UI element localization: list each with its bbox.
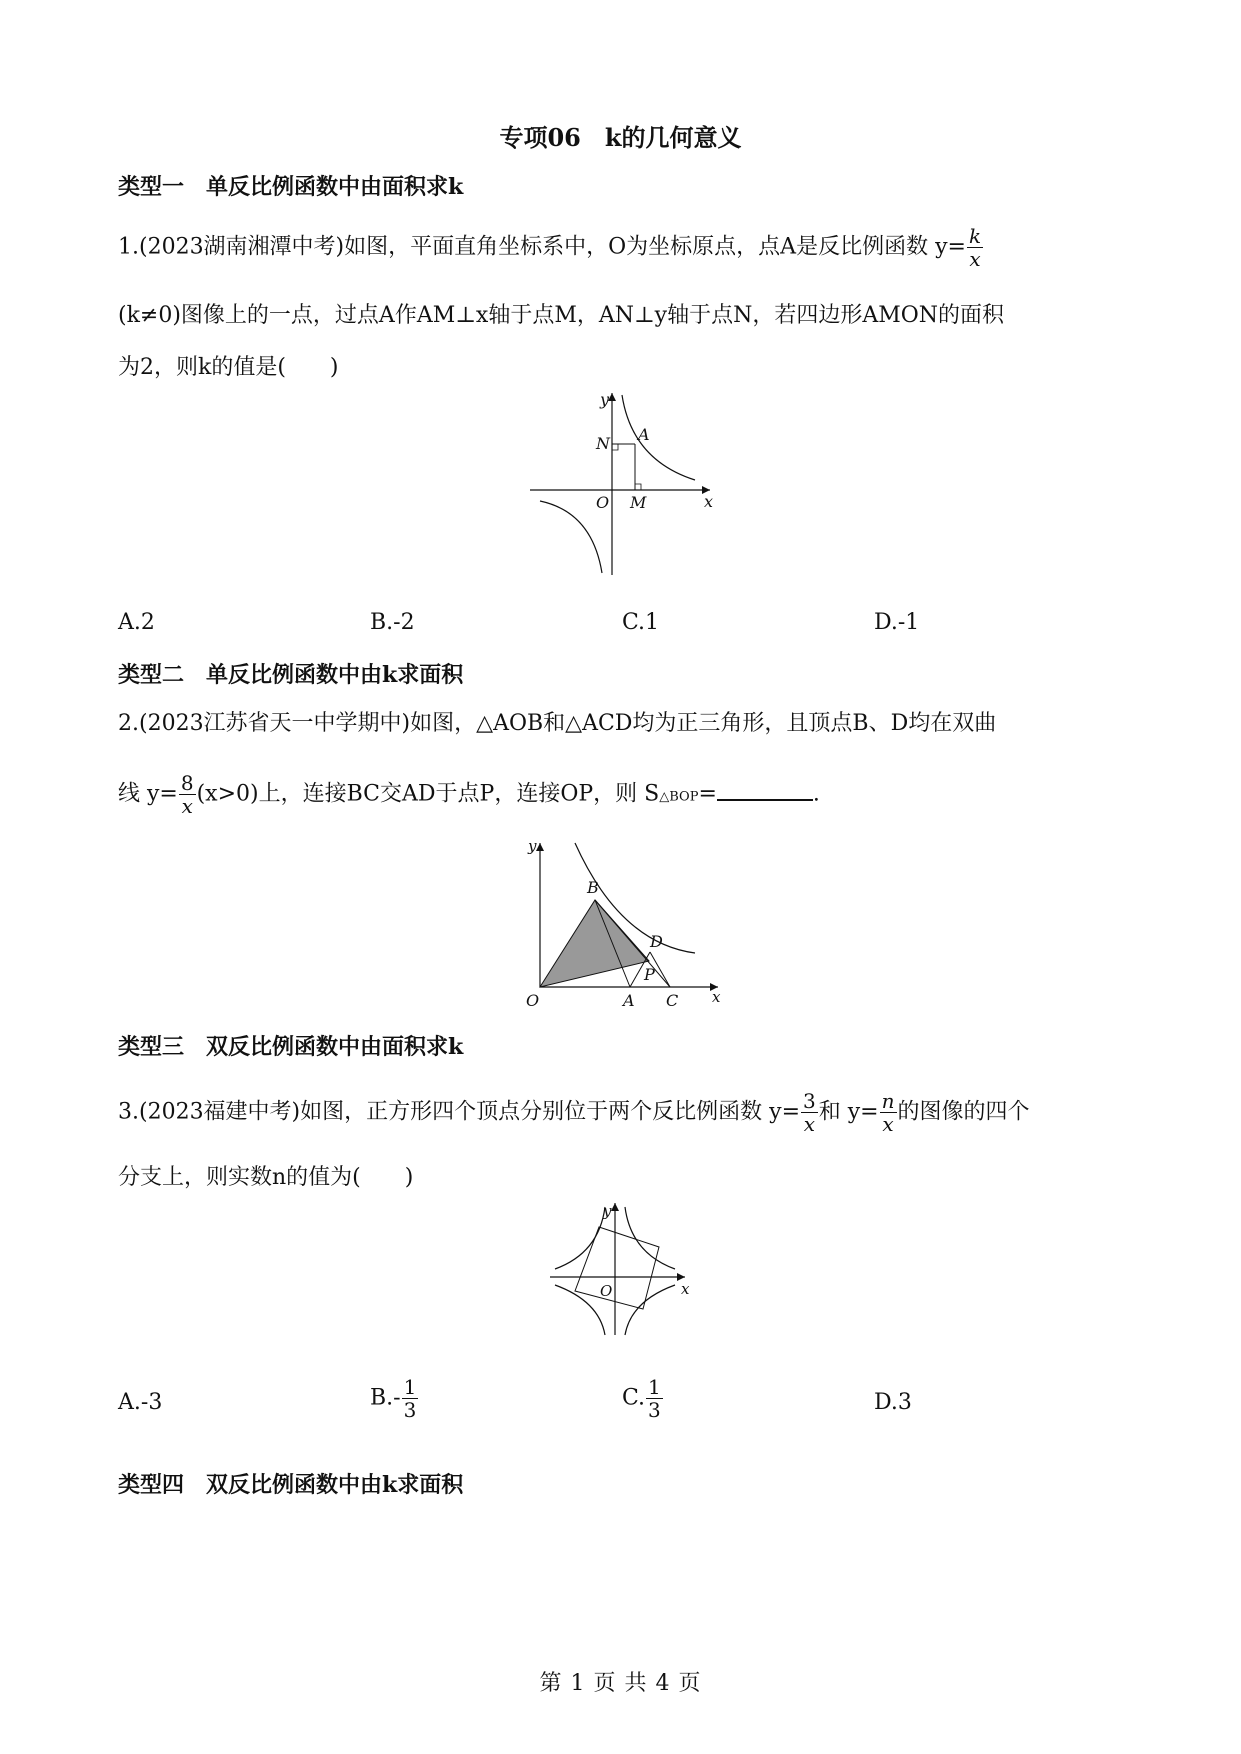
fig3-label-y: y — [603, 1202, 612, 1220]
fig2-label-P: P — [644, 965, 655, 984]
q1-option-c: C.1 — [622, 610, 660, 635]
fig2-label-O: O — [526, 991, 540, 1010]
q3-line1-c: 的图像的四个 — [897, 1099, 1030, 1125]
fig3-label-O: O — [600, 1282, 613, 1300]
q3-frac2-num: n — [881, 1089, 895, 1113]
q2-answer-blank[interactable] — [717, 781, 813, 801]
q1-option-d: D.-1 — [874, 610, 920, 635]
q3-option-c-prefix: C. — [622, 1385, 646, 1411]
q2-frac-num: 8 — [180, 771, 194, 795]
q2-line2-end: . — [812, 781, 820, 807]
q2-subscript: △BOP — [659, 789, 699, 805]
q2-line2-a: 线 y= — [118, 781, 178, 807]
q3-line2-end: ) — [404, 1165, 414, 1190]
q1-figure — [520, 385, 720, 580]
q3-line1 — [118, 1090, 1030, 1135]
fig2-label-D: D — [650, 932, 663, 951]
q1-option-a: A.2 — [118, 610, 155, 635]
q3-option-b — [370, 1376, 419, 1421]
y-axis-arrow — [536, 843, 544, 851]
q1-frac-den: x — [969, 247, 981, 271]
q1-line1 — [118, 225, 984, 270]
right-angle-N — [612, 444, 618, 450]
q1-line3 — [118, 350, 339, 381]
q1-option-b: B.-2 — [370, 610, 415, 635]
q2-line1: 2.(2023江苏省天一中学期中)如图，△AOB和△ACD均为正三角形，且顶点B、D均在双曲 — [118, 711, 997, 736]
q3-fraction-2 — [880, 1090, 897, 1135]
fig2-label-x: x — [712, 988, 721, 1006]
q3-option-b-num: 1 — [403, 1375, 417, 1399]
q3-option-d: D.3 — [874, 1390, 912, 1415]
q3-line1-b: 和 y= — [818, 1099, 879, 1125]
fig2-label-A: A — [623, 991, 635, 1010]
q3-line2-text: 分支上，则实数n的值为( — [118, 1165, 361, 1190]
q1-fraction — [967, 225, 983, 270]
q3-frac1-num: 3 — [803, 1089, 816, 1113]
q3-option-c — [622, 1376, 664, 1421]
type4-heading: 类型四 双反比例函数中由k求面积 — [118, 1472, 464, 1498]
q1-line2: (k≠0)图像上的一点，过点A作AM⊥x轴于点M，AN⊥y轴于点N，若四边形AMON的面积 — [118, 303, 1005, 328]
square — [575, 1227, 659, 1309]
q3-frac1-den: x — [803, 1112, 816, 1136]
y-axis-arrow — [611, 1203, 619, 1211]
q3-option-a: A.-3 — [118, 1390, 163, 1415]
hyperbola-n-branch-2 — [625, 1285, 675, 1335]
q1-frac-num: k — [968, 224, 982, 248]
fig2-label-C: C — [666, 991, 679, 1010]
hyperbola-n-branch-1 — [555, 1207, 605, 1269]
q1-line3-end: ) — [329, 355, 339, 380]
q3-line1-a: 3.(2023福建中考)如图，正方形四个顶点分别位于两个反比例函数 y= — [118, 1099, 801, 1125]
fig2-label-B: B — [587, 878, 599, 897]
fig1-label-N: N — [596, 434, 610, 453]
q3-option-b-den: 3 — [403, 1398, 417, 1422]
y-axis-arrow — [608, 393, 616, 401]
q2-figure — [520, 835, 725, 1010]
hyperbola-branch-2 — [540, 501, 602, 573]
type3-heading: 类型三 双反比例函数中由面积求k — [118, 1034, 464, 1060]
q3-option-c-num: 1 — [648, 1375, 661, 1399]
q3-figure — [545, 1195, 695, 1340]
page-footer: 第 1 页 共 4 页 — [539, 1671, 702, 1696]
q1-line1-text: 1.(2023湖南湘潭中考)如图，平面直角坐标系中，O为坐标原点，点A是反比例函数 y= — [118, 234, 966, 260]
q2-line2 — [118, 772, 820, 817]
q1-line3-text: 为2，则k的值是( — [118, 355, 286, 380]
q3-fraction-1 — [801, 1090, 818, 1135]
q3-frac2-den: x — [882, 1112, 894, 1136]
type1-heading: 类型一 单反比例函数中由面积求k — [118, 174, 464, 200]
q3-option-c-fraction — [646, 1376, 663, 1421]
q2-line2-c: = — [698, 781, 717, 807]
type2-heading: 类型二 单反比例函数中由k求面积 — [118, 662, 464, 688]
fig1-label-x: x — [704, 492, 714, 511]
q3-option-b-prefix: B.- — [370, 1385, 401, 1411]
page-title: 专项06 k的几何意义 — [499, 123, 742, 152]
q2-line2-b: (x>0)上，连接BC交AD于点P，连接OP，则 S — [196, 781, 660, 807]
fig1-label-M: M — [630, 493, 647, 512]
fig1-label-y: y — [600, 390, 610, 409]
q3-option-c-den: 3 — [648, 1398, 661, 1422]
right-angle-M — [635, 484, 641, 490]
hyperbola-branch-1 — [622, 395, 695, 480]
fig3-label-x: x — [681, 1280, 690, 1298]
fig1-label-O: O — [596, 493, 610, 512]
q3-option-b-fraction — [402, 1376, 419, 1421]
q2-fraction — [179, 772, 196, 817]
fig1-label-A: A — [638, 425, 650, 444]
q2-frac-den: x — [181, 794, 193, 818]
fig2-label-y: y — [528, 837, 537, 855]
q3-line2 — [118, 1160, 413, 1191]
